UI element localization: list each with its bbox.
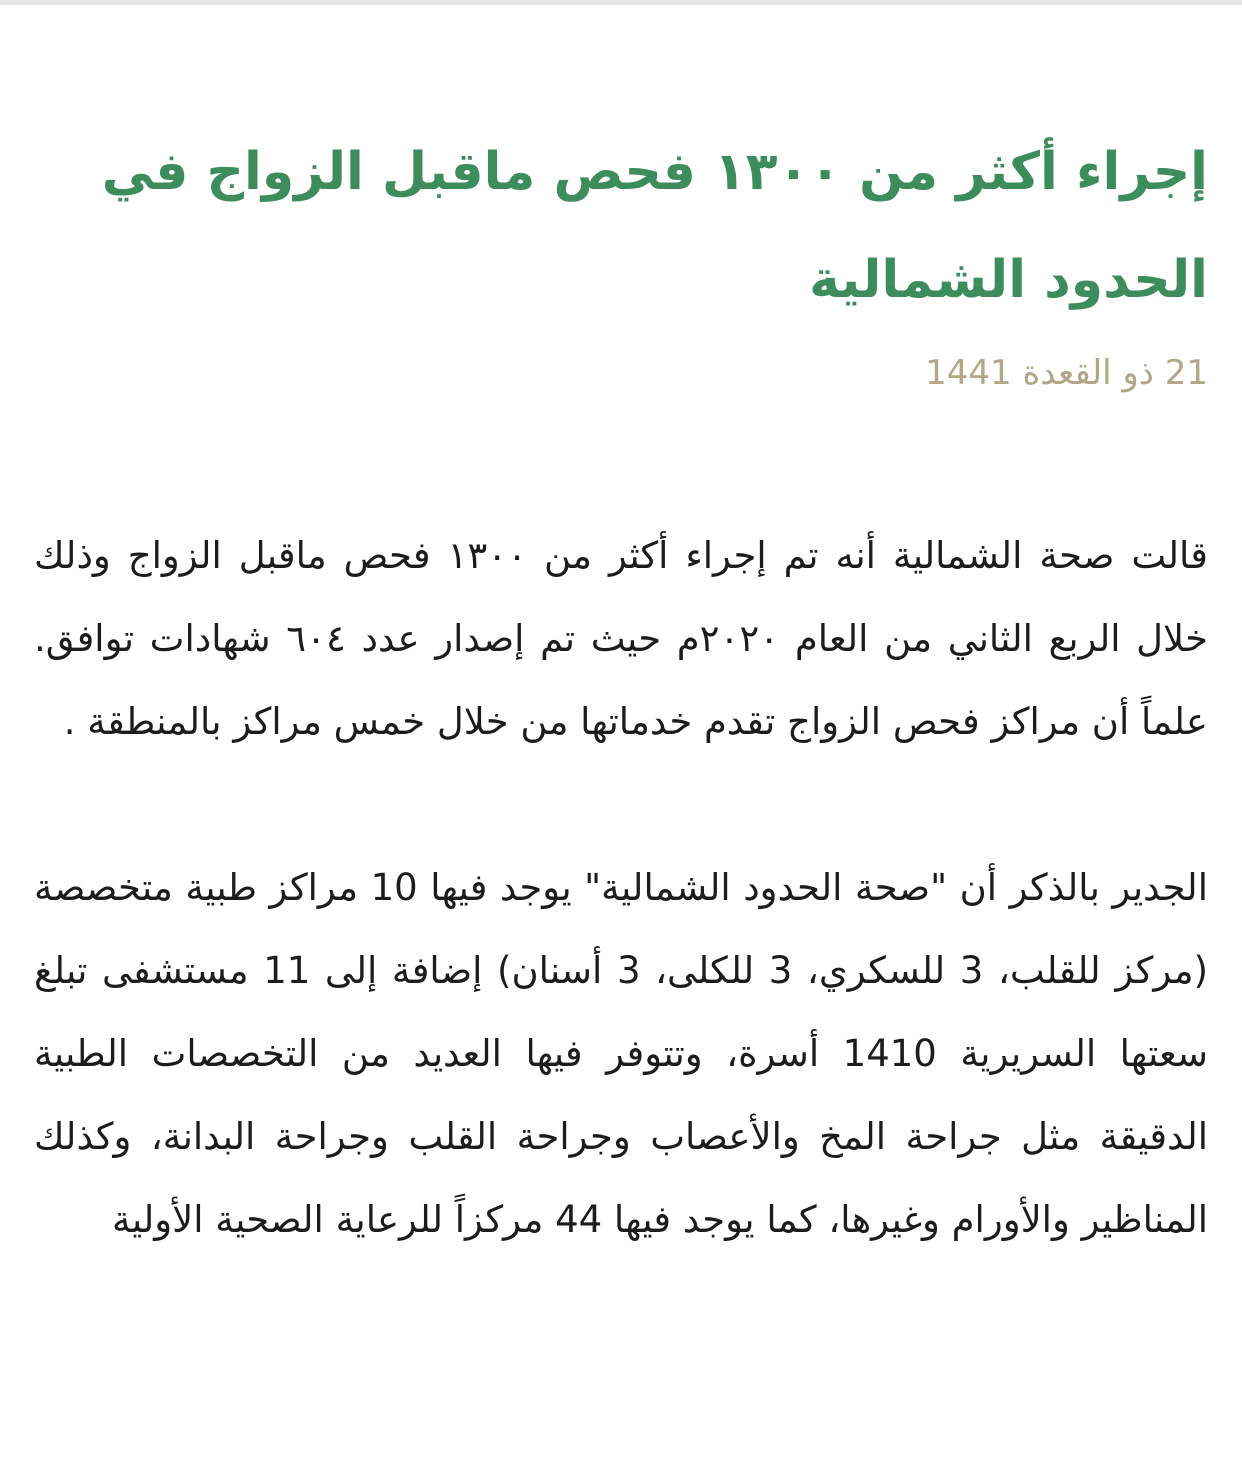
article-paragraph-1: قالت صحة الشمالية أنه تم إجراء أكثر من ١٣٠٠ فحص ماقبل الزواج وذلك خلال الربع الثاني من العام ٢٠٢٠م حيث تم إصدار عدد ٦٠٤ شهادات توافق. علماً أن مراكز فحص الزواج تقدم خدماتها من خلال خمس مراكز بالمنطقة . [34, 534, 1208, 743]
top-divider [0, 0, 1242, 5]
news-article [34, 118, 1208, 1261]
article-title: إجراء أكثر من ١٣٠٠ فحص ماقبل الزواج في الحدود الشمالية [101, 142, 1208, 310]
article-body [34, 514, 1208, 1261]
article-date: 21 ذو القعدة 1441 [925, 353, 1208, 393]
article-paragraph-2: الجدير بالذكر أن "صحة الحدود الشمالية" يوجد فيها 10 مراكز طبية متخصصة (مركز للقلب، 3 للسكري، 3 للكلى، 3 أسنان) إضافة إلى 11 مستشفى تبلغ سعتها السريرية 1410 أسرة، وتتوفر فيها العديد من التخصصات الطبية الدقيقة مثل جراحة المخ والأعصاب وجراحة القلب وجراحة البدانة، وكذلك المناظير والأورام وغيرها، كما يوجد فيها 44 مركزاً للرعاية الصحية الأولية [34, 866, 1209, 1241]
